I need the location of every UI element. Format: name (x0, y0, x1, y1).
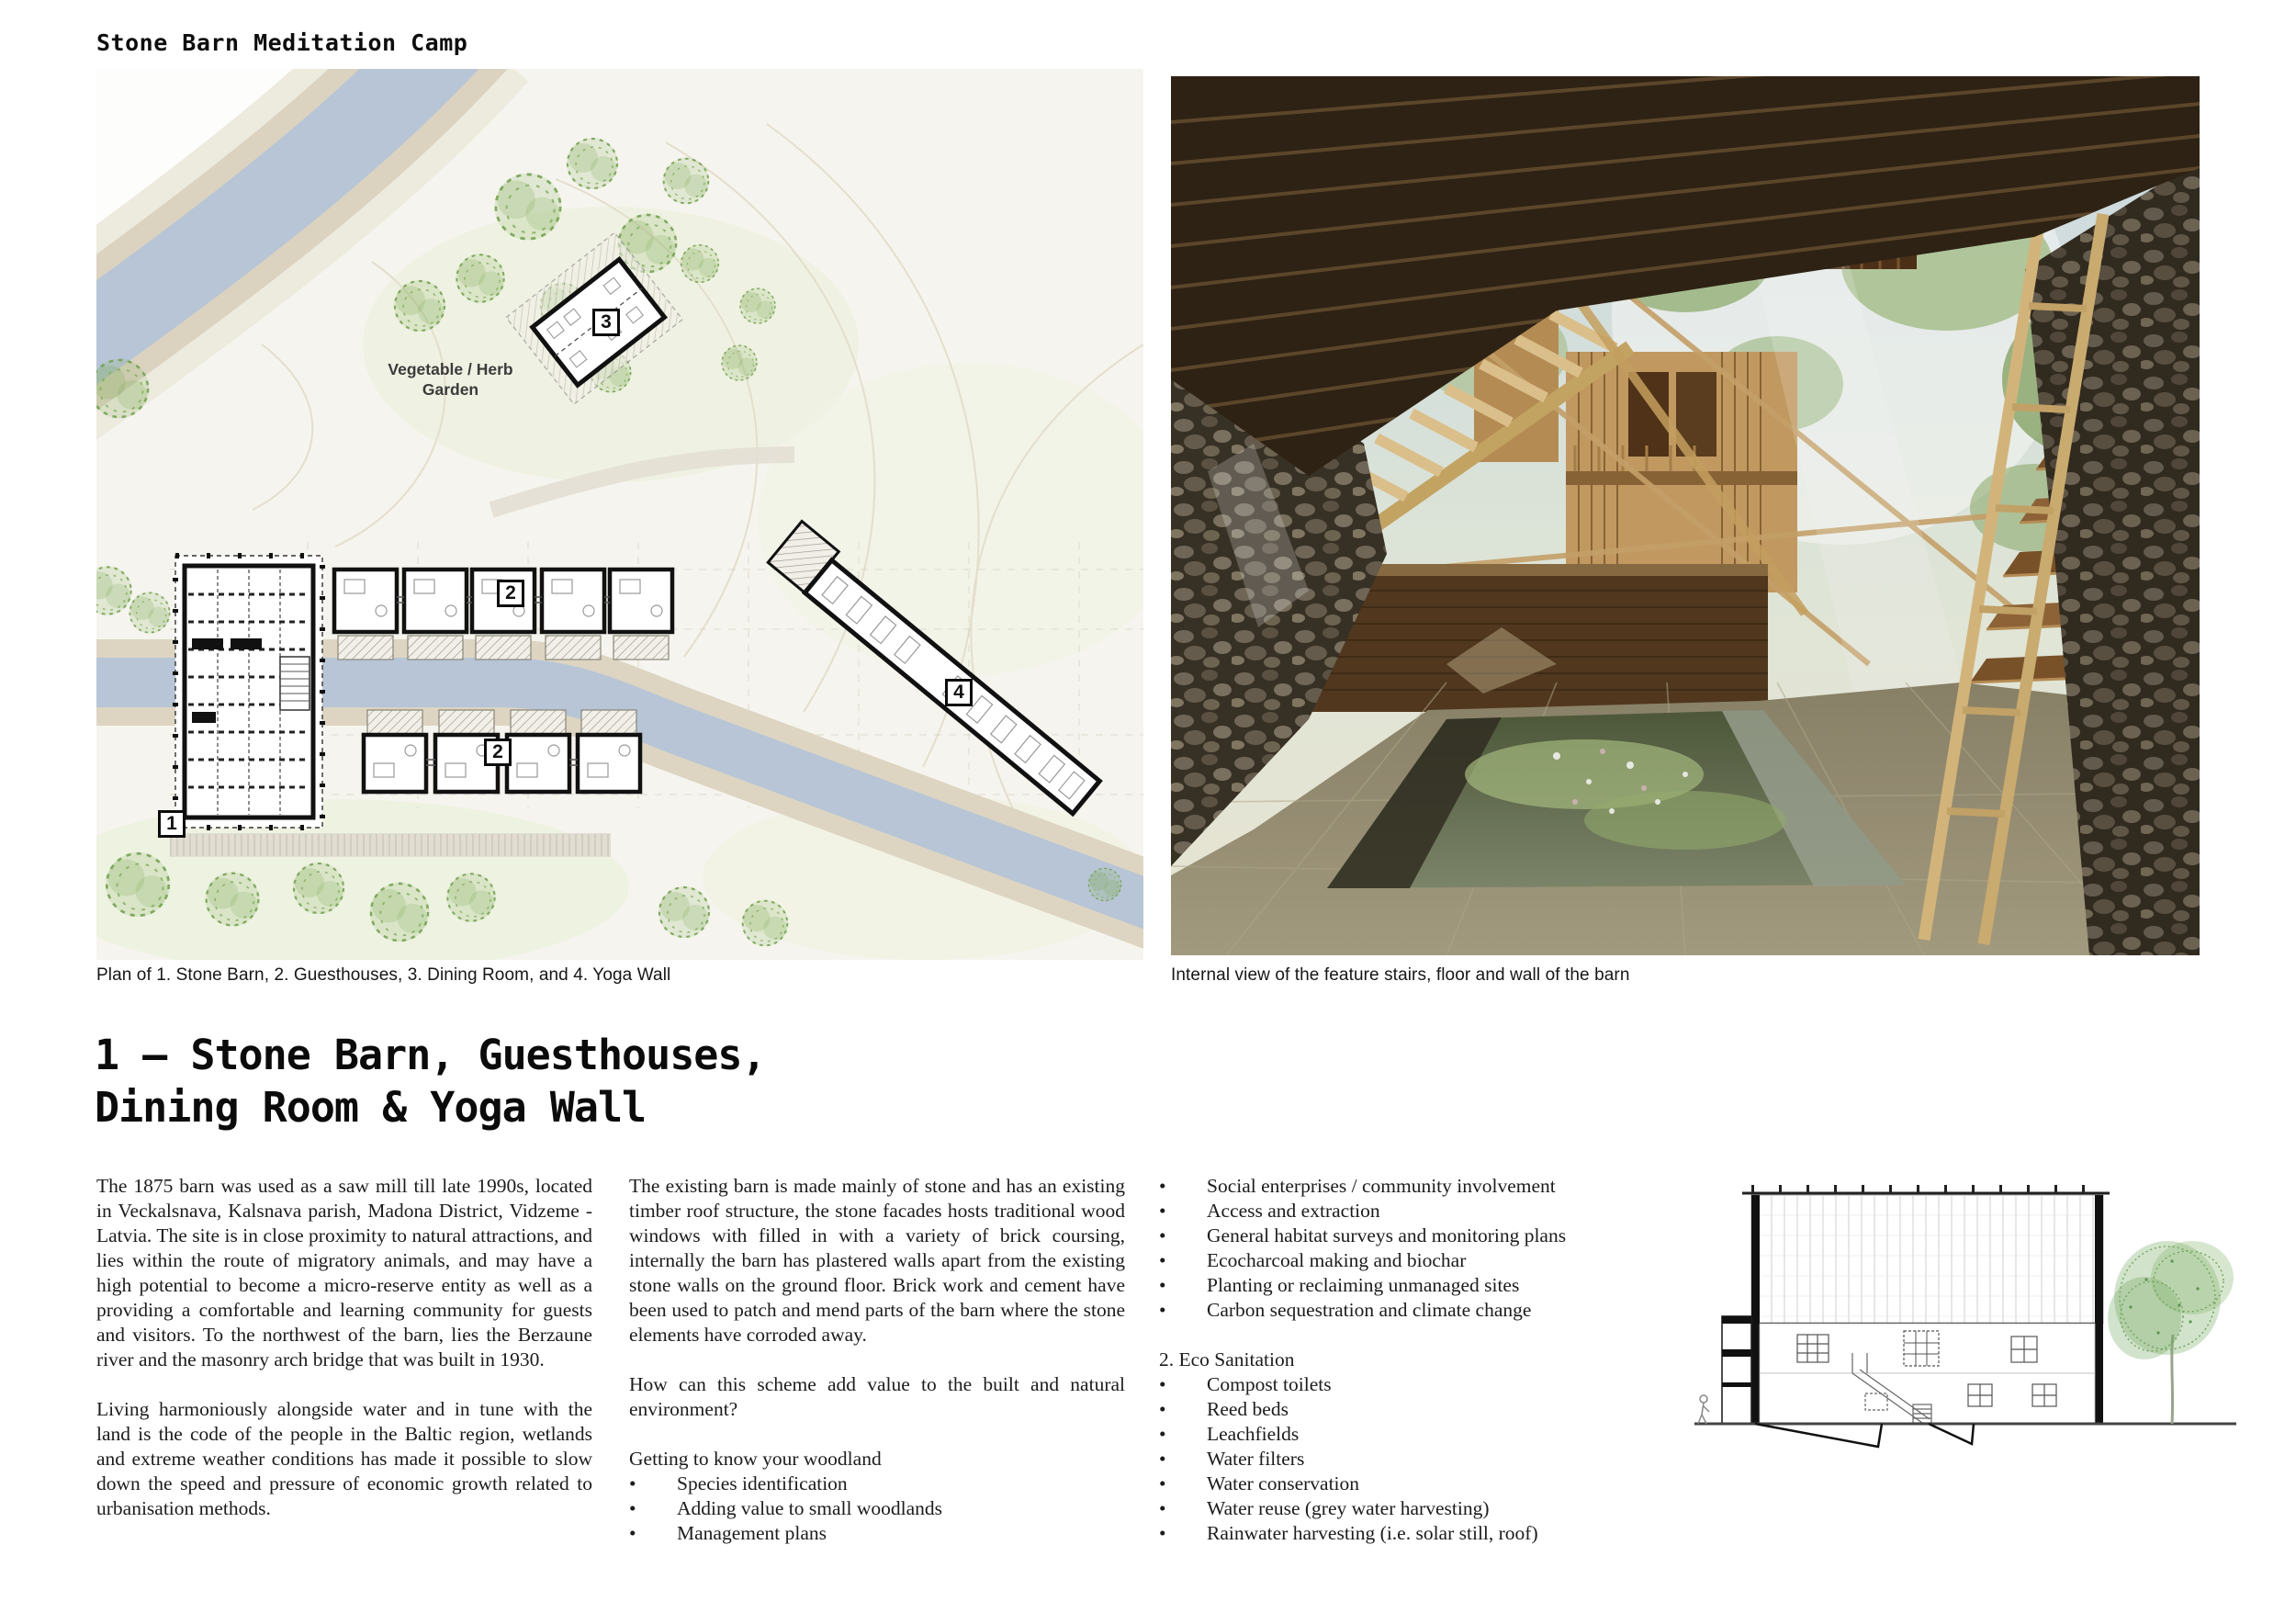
bullet-dot: • (1159, 1299, 1166, 1321)
bullet-dot: • (629, 1497, 636, 1519)
list-item-text: General habitat surveys and monitoring plans (1207, 1224, 1567, 1246)
bullet-dot: • (1159, 1522, 1166, 1544)
page-title: Stone Barn Meditation Camp (96, 29, 468, 56)
garden-label (343, 359, 558, 400)
list-item (1159, 1397, 1687, 1422)
site-plan-figure (96, 69, 1143, 960)
body-column-2 (629, 1174, 1125, 1546)
list-item-text: Social enterprises / community involvement (1207, 1175, 1556, 1197)
list-item (629, 1472, 1125, 1496)
paragraph: The 1875 barn was used as a saw mill till late 1990s, located in Veckalsnava, Kalsnava parish, Madona District, Vidzeme - Latvia. The site is in close proximity to natural attractions, and lies within the route of migratory animals, and may have a high potential to become a micro-reserve entity as well as a providing a comfortable and learning community for guests and visitors. To the northwest of the barn, lies the Berzaune river and the masonry arch bridge that was built in 1930. (96, 1175, 592, 1370)
bullet-dot: • (1159, 1274, 1166, 1296)
plan-marker-guesthouses-bottom (484, 739, 512, 766)
bullet-dot: • (1159, 1497, 1166, 1519)
marker-number: 1 (166, 813, 177, 834)
paragraph: How can this scheme add value to the built and natural environment? (629, 1373, 1125, 1420)
plan-marker-dining (592, 309, 620, 336)
person-figure (1698, 1395, 1709, 1424)
plan-caption: Plan of 1. Stone Barn, 2. Guesthouses, 3. Dining Room, and 4. Yoga Wall (96, 965, 671, 985)
list-item-text: Compost toilets (1207, 1373, 1332, 1395)
list-item (1159, 1298, 1687, 1323)
plan-marker-barn (158, 810, 186, 838)
body-column-3 (1159, 1174, 1687, 1546)
list-item (1159, 1447, 1687, 1472)
list-item-text: Access and extraction (1207, 1200, 1380, 1222)
marker-number: 3 (601, 311, 612, 333)
list-item (629, 1496, 1125, 1521)
bullet-dot: • (1159, 1448, 1166, 1470)
list-item (1159, 1199, 1687, 1224)
list-item (629, 1521, 1125, 1546)
list-item-text: Management plans (677, 1522, 827, 1544)
list-item-text: Rainwater harvesting (i.e. solar still, roof) (1207, 1522, 1538, 1544)
list-item-text: Leachfields (1207, 1423, 1300, 1445)
list-item-text: Water conservation (1207, 1472, 1360, 1494)
list-intro: Getting to know your woodland (629, 1448, 882, 1470)
list-item (1159, 1422, 1687, 1447)
list-item-text: Species identification (677, 1472, 848, 1494)
section-heading (95, 1029, 1380, 1133)
subheading-eco-sanitation: 2. Eco Sanitation (1159, 1348, 1295, 1370)
marker-number: 2 (492, 741, 503, 762)
section-heading-line1: 1 – Stone Barn, Guesthouses, (95, 1031, 766, 1079)
marker-number: 4 (953, 682, 964, 703)
interior-photo (1171, 76, 2200, 955)
list-item-text: Adding value to small woodlands (677, 1497, 943, 1519)
list-item (1159, 1472, 1687, 1496)
bullet-dot: • (1159, 1175, 1166, 1197)
plan-barn (175, 556, 322, 828)
garden-label-line2: Garden (422, 380, 479, 399)
paragraph: The existing barn is made mainly of stone and has an existing timber roof structure, the stone facades hosts traditional wood windows with filled in with a variety of brick coursing, internally the barn has plastered walls apart from the existing stone walls on the ground floor. Brick work and cement have been used to patch and mend parts of the barn where the stone elements have corroded away. (629, 1175, 1125, 1346)
list-item (1159, 1273, 1687, 1298)
garden-label-line1: Vegetable / Herb (388, 360, 513, 378)
photo-caption: Internal view of the feature stairs, floor and wall of the barn (1171, 965, 1630, 985)
marker-number: 2 (505, 582, 516, 603)
bullet-dot: • (1159, 1423, 1166, 1445)
list-item (1159, 1521, 1687, 1546)
plan-marker-guesthouses-top (497, 580, 524, 607)
list-item-text: Water reuse (grey water harvesting) (1207, 1497, 1490, 1519)
bullet-dot: • (1159, 1249, 1166, 1271)
building-section-drawing (1694, 1179, 2259, 1454)
list-item (1159, 1372, 1687, 1397)
list-item-text: Reed beds (1207, 1398, 1289, 1420)
interior-render (1171, 76, 2200, 955)
list-item-text: Carbon sequestration and climate change (1207, 1299, 1532, 1321)
bullet-dot: • (629, 1522, 636, 1544)
bullet-dot: • (1159, 1200, 1166, 1222)
bullet-dot: • (1159, 1472, 1166, 1494)
bullet-dot: • (1159, 1224, 1166, 1246)
section-heading-line2: Dining Room & Yoga Wall (95, 1083, 647, 1132)
list-item-text: Water filters (1207, 1448, 1305, 1470)
list-item (1159, 1174, 1687, 1199)
list-item-text: Ecocharcoal making and biochar (1207, 1249, 1467, 1271)
bullet-dot: • (629, 1472, 636, 1494)
body-column-1 (96, 1174, 592, 1521)
list-item-text: Planting or reclaiming unmanaged sites (1207, 1274, 1520, 1296)
section-tree (2108, 1241, 2234, 1424)
list-item (1159, 1248, 1687, 1273)
site-plan-drawing (96, 69, 1143, 960)
plan-marker-yoga (945, 679, 973, 706)
list-item (1159, 1496, 1687, 1521)
paragraph: Living harmoniously alongside water and in tune with the land is the code of the people in the Baltic region, wetlands and extreme weather conditions has made it possible to slow down the speed and pressure of economic growth related to urbanisation methods. (96, 1398, 592, 1519)
bullet-dot: • (1159, 1373, 1166, 1395)
bullet-dot: • (1159, 1398, 1166, 1420)
list-item (1159, 1224, 1687, 1248)
